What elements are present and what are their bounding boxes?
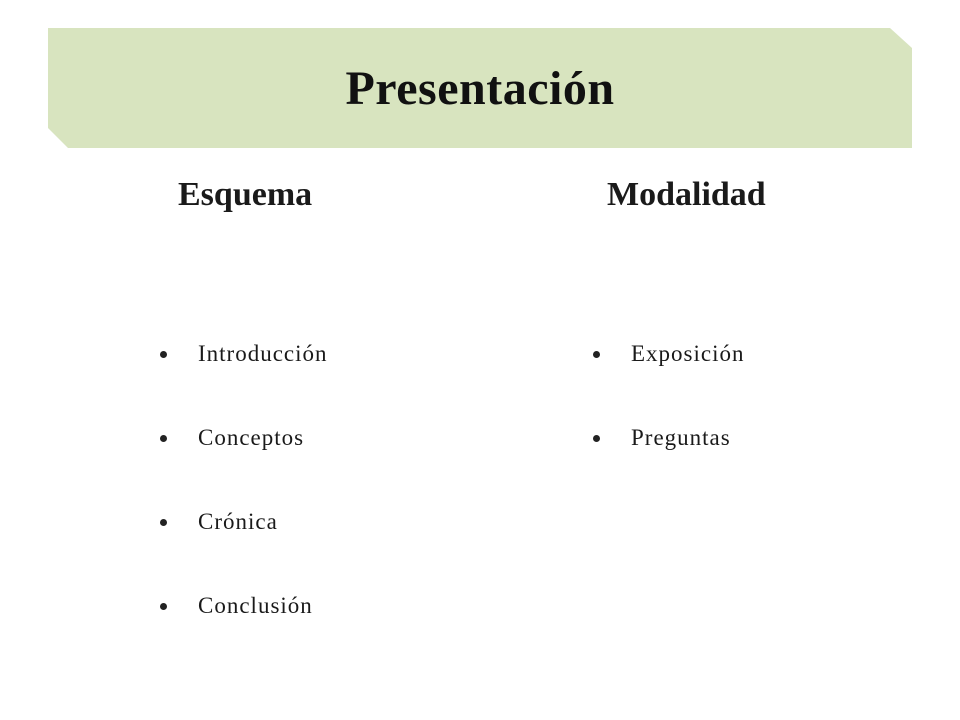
bullet-icon bbox=[160, 435, 167, 442]
column-heading-modalidad: Modalidad bbox=[607, 176, 766, 213]
slide-title: Presentación bbox=[345, 61, 615, 115]
modalidad-list bbox=[593, 330, 745, 498]
bullet-icon bbox=[593, 435, 600, 442]
bullet-icon bbox=[160, 351, 167, 358]
list-item-label: Preguntas bbox=[631, 425, 731, 450]
list-item bbox=[160, 330, 328, 378]
column-heading-esquema: Esquema bbox=[178, 176, 313, 213]
list-item bbox=[593, 414, 745, 462]
list-item bbox=[160, 498, 328, 546]
list-item-label: Crónica bbox=[198, 509, 278, 534]
list-item-label: Exposición bbox=[631, 341, 745, 366]
bullet-icon bbox=[593, 351, 600, 358]
bullet-icon bbox=[160, 519, 167, 526]
list-item bbox=[160, 582, 328, 630]
list-item-label: Introducción bbox=[198, 341, 328, 366]
list-item bbox=[160, 414, 328, 462]
esquema-list bbox=[160, 330, 328, 666]
list-item bbox=[593, 330, 745, 378]
bullet-icon bbox=[160, 603, 167, 610]
list-item-label: Conceptos bbox=[198, 425, 305, 450]
list-item-label: Conclusión bbox=[198, 593, 313, 618]
